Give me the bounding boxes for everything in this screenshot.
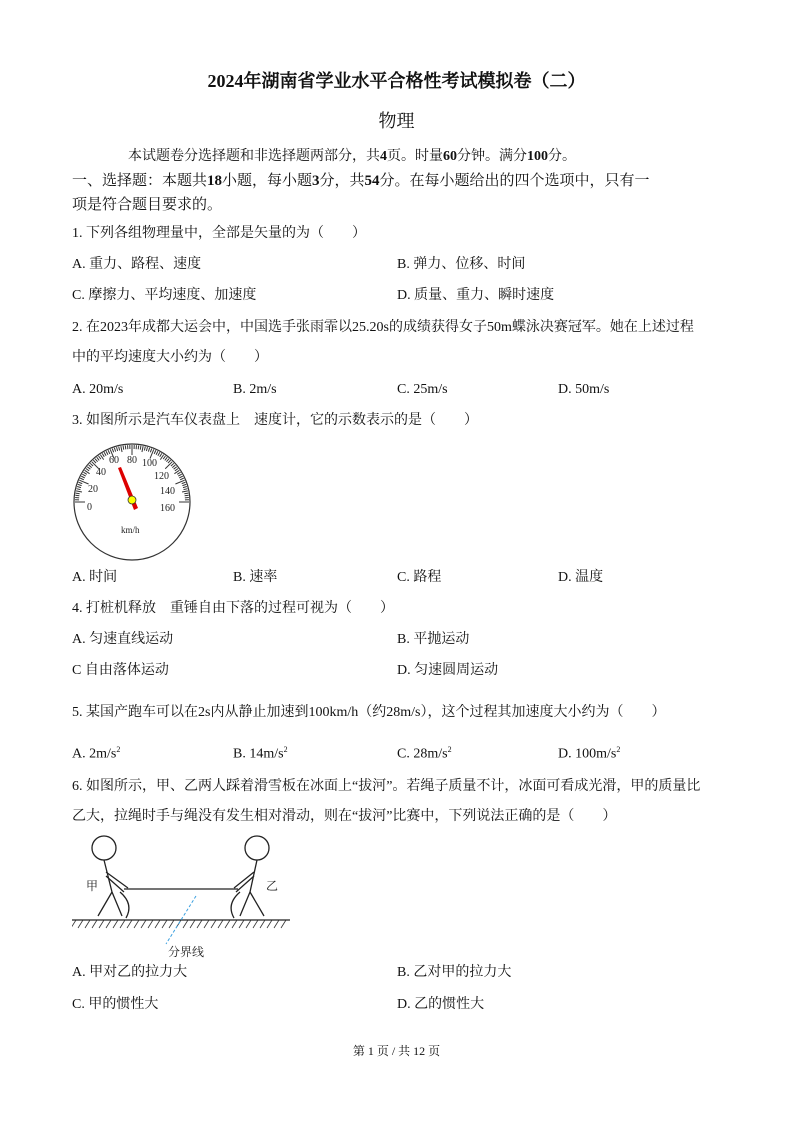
question-6-stem-cont: 乙大，拉绳时手与绳没有发生相对滑动，则在“拔河”比赛中，下列说法正确的是（ ） [72, 809, 617, 824]
label-jia: 甲 [86, 879, 99, 893]
q3-option-d[interactable]: D. 温度 [558, 570, 604, 585]
page-title: 2024年湖南省学业水平合格性考试模拟卷（二） [207, 71, 586, 91]
q2-option-a[interactable]: A. 20m/s [72, 382, 124, 397]
ground-hatch [99, 920, 104, 928]
q3-option-b[interactable]: B. 速率 [233, 570, 278, 585]
needle-hub [128, 496, 136, 504]
ground-hatch [246, 920, 251, 928]
ground-hatch [120, 920, 125, 928]
question-3-stem: 3. 如图所示是汽车仪表盘上 速度计，它的示数表示的是（ ） [72, 413, 478, 428]
ground-hatch [92, 920, 97, 928]
tick-label: 80 [127, 455, 137, 466]
speedometer-figure [68, 438, 198, 562]
q2-option-c[interactable]: C. 25m/s [397, 382, 448, 397]
ground-hatch [281, 920, 286, 928]
question-2-stem: 2. 在2023年成都大运会中，中国选手张雨霏以25.20s的成绩获得女子50m蝶泳决赛冠军。她在上述过程 [72, 320, 694, 335]
tick-label: 100 [142, 458, 157, 469]
page-footer: 第 1 页 / 共 12 页 [352, 1044, 441, 1058]
ground-hatch [169, 920, 174, 928]
ground-hatch [85, 920, 90, 928]
tick-label: 60 [109, 455, 119, 466]
q5-option-c[interactable]: C. $28m/s^2$ [397, 745, 452, 762]
ground-hatch [260, 920, 265, 928]
ground-hatch [253, 920, 258, 928]
question-1-stem: 1. 下列各组物理量中，全部是矢量的为（ ） [72, 226, 366, 241]
ground-hatch [239, 920, 244, 928]
tick-label: 0 [87, 502, 92, 513]
question-6-stem: 6. 如图所示，甲、乙两人踩着滑雪板在冰面上“拔河”。若绳子质量不计，冰面可看成光滑，甲的质量比 [72, 779, 701, 794]
question-4-stem: 4. 打桩机释放 重锤自由下落的过程可视为（ ） [72, 601, 394, 616]
q4-option-b[interactable]: B. 平抛运动 [397, 632, 470, 647]
tick-mark [76, 493, 80, 494]
dividing-line-label: 分界线 [168, 945, 205, 959]
ground-hatch [190, 920, 195, 928]
q6-option-d[interactable]: D. 乙的惯性大 [397, 997, 485, 1012]
ground-hatch [72, 920, 76, 928]
section-heading: 一、选择题：本题共18小题，每小题3分，共54分。在每小题给出的四个选项中，只有一 [72, 173, 650, 189]
ground-hatch [113, 920, 118, 928]
tick-label: 120 [154, 471, 169, 482]
ground-hatch [162, 920, 167, 928]
ground-hatch [232, 920, 237, 928]
ground-hatch [204, 920, 209, 928]
ground-hatch [267, 920, 272, 928]
ground-hatch [274, 920, 279, 928]
q5-option-d[interactable]: D. $100m/s^2$ [558, 745, 621, 762]
tick-label: 160 [160, 503, 175, 514]
tick-label: 140 [160, 486, 175, 497]
question-5-stem: 5. 某国产跑车可以在2s内从静止加速到100km/h（约28m/s），这个过程其加速度大小约为（ ） [72, 705, 666, 720]
label-yi: 乙 [266, 879, 279, 893]
ground-hatch [127, 920, 132, 928]
ground-hatch [211, 920, 216, 928]
ground-hatch [106, 920, 111, 928]
ground-hatch [134, 920, 139, 928]
ground-hatch [197, 920, 202, 928]
q4-option-d[interactable]: D. 匀速圆周运动 [397, 663, 499, 678]
q3-option-c[interactable]: C. 路程 [397, 570, 442, 585]
q2-option-b[interactable]: B. 2m/s [233, 382, 277, 397]
q2-option-d[interactable]: D. 50m/s [558, 382, 610, 397]
q5-option-b[interactable]: B. $14m/s^2$ [233, 745, 288, 762]
intro-text: 本试题卷分选择题和非选择题两部分，共4页。时量60分钟。满分100分。 [128, 149, 576, 164]
tick-label: 20 [88, 484, 98, 495]
q1-option-a[interactable]: A. 重力、路程、速度 [72, 257, 202, 272]
q1-option-b[interactable]: B. 弹力、位移、时间 [397, 257, 526, 272]
ground-hatch [225, 920, 230, 928]
ground-hatch [78, 920, 83, 928]
subject-title: 物理 [378, 111, 415, 131]
q6-option-b[interactable]: B. 乙对甲的拉力大 [397, 965, 512, 980]
tick-mark [140, 446, 141, 450]
ground-hatch [218, 920, 223, 928]
section-heading-cont: 项是符合题目要求的。 [72, 197, 223, 213]
ground-hatch [141, 920, 146, 928]
ground-hatch [148, 920, 153, 928]
question-2-stem-cont: 中的平均速度大小约为（ ） [72, 350, 268, 365]
tick-mark [184, 493, 188, 494]
q4-option-c[interactable]: C 自由落体运动 [72, 663, 169, 678]
q6-option-a[interactable]: A. 甲对乙的拉力大 [72, 965, 188, 980]
ground-hatch [155, 920, 160, 928]
tug-of-war-figure [72, 832, 292, 960]
q1-option-d[interactable]: D. 质量、重力、瞬时速度 [397, 288, 555, 303]
q5-option-a[interactable]: A. $2m/s^2$ [72, 745, 121, 762]
q3-option-a[interactable]: A. 时间 [72, 570, 118, 585]
q1-option-c[interactable]: C. 摩擦力、平均速度、加速度 [72, 288, 257, 303]
q4-option-a[interactable]: A. 匀速直线运动 [72, 632, 174, 647]
tick-label: 40 [96, 467, 106, 478]
unit-label: km/h [121, 525, 140, 535]
ground-hatch [183, 920, 188, 928]
q6-option-c[interactable]: C. 甲的惯性大 [72, 997, 159, 1012]
tick-mark [123, 446, 124, 450]
